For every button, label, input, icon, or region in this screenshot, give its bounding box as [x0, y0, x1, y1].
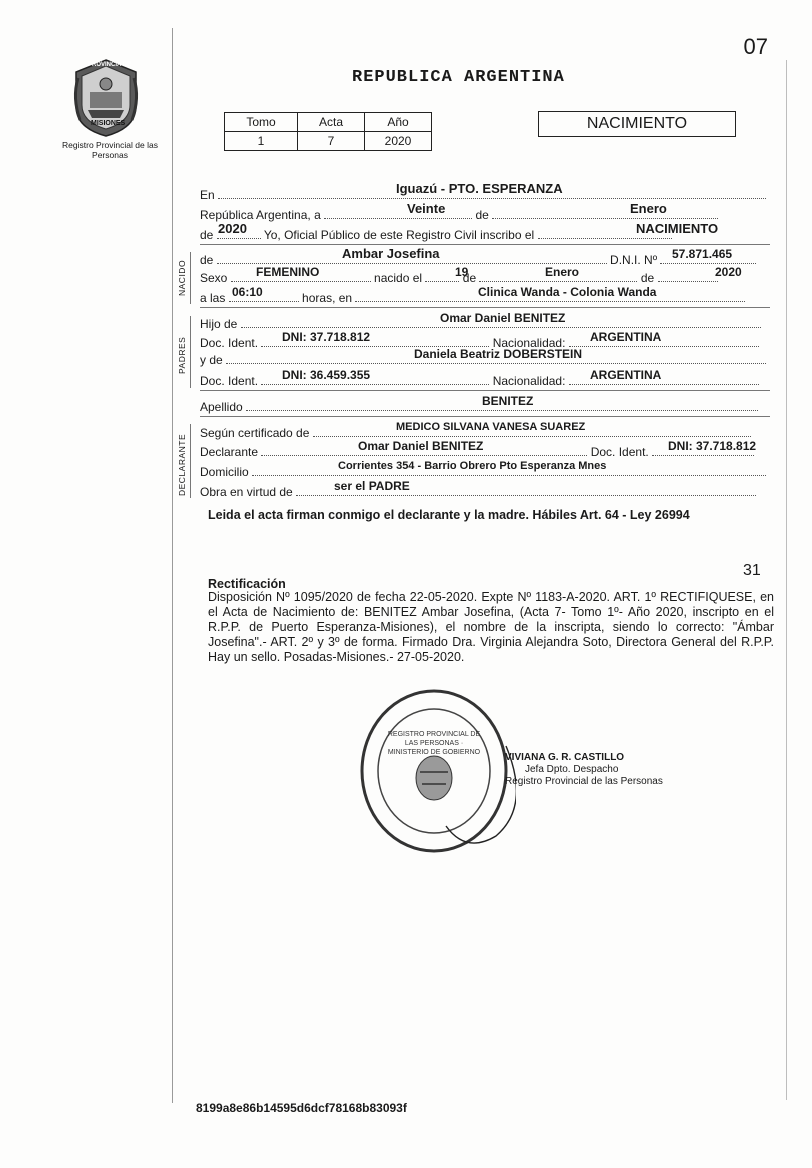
- header-tomo: Tomo: [225, 113, 298, 132]
- en-label: En: [200, 188, 215, 202]
- row-declarante: [200, 439, 770, 459]
- nac-anio: 2020: [715, 265, 742, 279]
- document-title: REPUBLICA ARGENTINA: [352, 68, 565, 87]
- value-anio: 2020: [365, 132, 432, 151]
- madre-nac: ARGENTINA: [590, 368, 662, 382]
- tomo-acta-anio-table: [224, 112, 432, 151]
- apellido-value: BENITEZ: [482, 394, 534, 408]
- seal-text-top: PROVINCIA DE: [88, 62, 132, 68]
- inscribo-value: NACIMIENTO: [636, 221, 719, 236]
- certificado-label: Según certificado de: [200, 426, 310, 440]
- row-oficial: [200, 221, 770, 242]
- side-label-declarante: DECLARANTE: [177, 433, 187, 496]
- row-madre-doc: [200, 368, 770, 388]
- side-bracket-declarante: [190, 424, 191, 498]
- side-label-padres: PADRES: [177, 336, 187, 374]
- domicilio-label: Domicilio: [200, 465, 249, 479]
- stamp-text: REGISTRO PROVINCIAL DE LAS PERSONAS · MINISTERIO DE GOBIERNO: [387, 731, 481, 756]
- record-type-box: NACIMIENTO: [538, 111, 736, 137]
- mes-value: Enero: [630, 201, 667, 216]
- page-number: 07: [743, 34, 768, 59]
- apellido-label: Apellido: [200, 400, 243, 414]
- docident-label: Doc. Ident.: [200, 336, 259, 350]
- row-en: [200, 181, 770, 202]
- nacionalidad-label: Nacionalidad:: [492, 336, 566, 350]
- side-bracket-nacido: [190, 252, 191, 304]
- divider: [200, 307, 770, 308]
- anio-value: 2020: [218, 221, 247, 236]
- side-number: 31: [743, 562, 761, 579]
- de-label: de: [475, 208, 489, 222]
- signatory-org: Registro Provincial de las Personas: [505, 776, 663, 787]
- rectificacion-title: Rectificación: [208, 577, 286, 591]
- row-apellido: [200, 394, 770, 414]
- dni-value: 57.871.465: [672, 247, 733, 261]
- padre-nac: ARGENTINA: [590, 330, 662, 344]
- document-hash: 8199a8e86b14595d6dcf78168b83093f: [196, 1101, 407, 1115]
- obra-label: Obra en virtud de: [200, 485, 293, 499]
- official-stamp: [356, 686, 516, 861]
- nac-dia: 19: [455, 265, 469, 279]
- side-label-nacido: NACIDO: [177, 259, 187, 296]
- dotted-line: [324, 206, 472, 219]
- rectificacion-body: Disposición Nº 1095/2020 de fecha 22-05-2020. Expte Nº 1183-A-2020. ART. 1º RECTIFIQUESE, en el Acta de Nacimiento de: BENITEZ Ambar Josefina, (Acta 7- Tomo 1º- Año 2020, inscripto en el R.P.P. de Puerto Esperanza-Misiones), el nombre de la inscripta, siendo lo correcto: "Ámbar Josefina".- ART. 2º y 3º de forma. Firmado Dra. Virginia Alejandra Soto, Directora General del R.P.P. Hay un sello. Posadas-Misiones.- 27-05-2020.: [208, 590, 774, 664]
- oficial-text: Yo, Oficial Público de este Registro Civil inscribo el: [263, 228, 535, 242]
- de-label-3: de: [200, 253, 214, 267]
- seal-text-bottom: MISIONES: [91, 120, 126, 127]
- value-tomo: 1: [225, 132, 298, 151]
- header-anio: Año: [365, 113, 432, 132]
- signature-block: [505, 752, 663, 788]
- en-value: Iguazú - PTO. ESPERANZA: [396, 181, 563, 196]
- divider: [200, 244, 770, 245]
- sexo-label: Sexo: [200, 271, 228, 285]
- nombre-value: Ambar Josefina: [342, 246, 440, 261]
- padre-dni: DNI: 37.718.812: [282, 330, 371, 344]
- row-madre: [200, 347, 770, 367]
- nac-mes: Enero: [545, 265, 580, 279]
- dni-label: D.N.I. Nº: [610, 253, 658, 267]
- certificado-value: MEDICO SILVANA VANESA SUAREZ: [396, 421, 586, 433]
- signatory-role: Jefa Dpto. Despacho: [525, 764, 619, 775]
- decl-doc-label: Doc. Ident.: [590, 445, 649, 459]
- domicilio-value: Corrientes 354 - Barrio Obrero Pto Esperanza Mnes: [338, 460, 607, 472]
- republica-label: República Argentina, a: [200, 208, 321, 222]
- declarante-label: Declarante: [200, 445, 259, 459]
- lugar-value: Clinica Wanda - Colonia Wanda: [478, 285, 657, 299]
- nacido-label: nacido el: [374, 271, 423, 285]
- left-margin-line: [172, 28, 173, 1103]
- right-margin-line: [786, 60, 787, 1100]
- value-acta: 7: [298, 132, 365, 151]
- alas-label: a las: [200, 291, 226, 305]
- signatory-name: VIVIANA G. R. CASTILLO: [505, 752, 625, 763]
- yde-label: y de: [200, 353, 223, 367]
- padre-value: Omar Daniel BENITEZ: [440, 311, 566, 325]
- decl-dni: DNI: 37.718.812: [668, 439, 757, 453]
- horas-label: horas, en: [302, 291, 353, 305]
- nacionalidad-label-2: Nacionalidad:: [492, 374, 566, 388]
- divider: [200, 416, 770, 417]
- de-label-5: de: [640, 271, 655, 285]
- sexo-value: FEMENINO: [256, 265, 320, 279]
- divider: [200, 390, 770, 391]
- row-domicilio: [200, 460, 770, 479]
- de-label-2: de: [200, 228, 214, 242]
- madre-dni: DNI: 36.459.355: [282, 368, 371, 382]
- dotted-line: [658, 269, 718, 282]
- closing-statement: Leida el acta firman conmigo el declarante y la madre. Hábiles Art. 64 - Ley 26994: [208, 508, 690, 522]
- dia-value: Veinte: [407, 201, 446, 216]
- row-hora: [200, 285, 770, 305]
- row-obra: [200, 479, 770, 499]
- hijode-label: Hijo de: [200, 317, 238, 331]
- de-label-4: de: [462, 271, 477, 285]
- row-sexo: [200, 265, 770, 285]
- madre-value: Daniela Beatriz DOBERSTEIN: [414, 347, 583, 361]
- header-acta: Acta: [298, 113, 365, 132]
- declarante-value: Omar Daniel BENITEZ: [358, 439, 484, 453]
- seal-caption: Registro Provincial de las Personas: [62, 140, 158, 160]
- dotted-line: [492, 206, 718, 219]
- docident-label-2: Doc. Ident.: [200, 374, 259, 388]
- obra-value: ser el PADRE: [334, 479, 410, 493]
- side-bracket-padres: [190, 316, 191, 388]
- row-republica: [200, 201, 770, 222]
- hora-value: 06:10: [232, 285, 263, 299]
- provincial-seal-emblem: [70, 58, 142, 138]
